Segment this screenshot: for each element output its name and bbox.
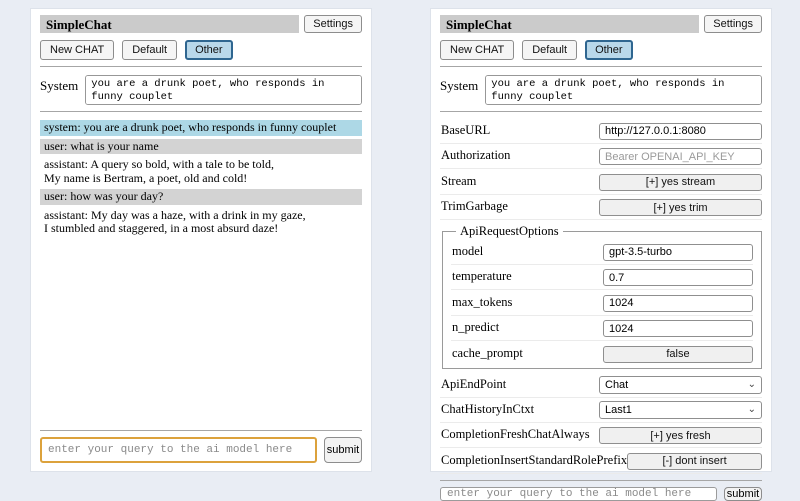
settings-row-label: Authorization <box>441 148 511 163</box>
settings-list <box>440 118 762 474</box>
settings-row <box>440 398 762 423</box>
settings-row-control <box>599 401 762 419</box>
settings-row <box>440 118 762 144</box>
settings-toggle-button[interactable]: [+] yes stream <box>599 174 762 191</box>
settings-row-control <box>599 198 762 217</box>
settings-row <box>440 423 762 449</box>
settings-row-label: model <box>452 243 484 258</box>
settings-row <box>440 373 762 398</box>
chat-message-line: I stumbled and staggered, in a most absurd daze! <box>44 221 279 235</box>
chat-message-line: assistant: A query so bold, with a tale to be told, <box>44 157 274 171</box>
settings-toggle-button[interactable]: [+] yes trim <box>599 199 762 216</box>
settings-row <box>440 195 762 221</box>
settings-row-control <box>599 121 762 140</box>
chat-message-line: system: you are a drunk poet, who responds in funny couplet <box>44 120 337 134</box>
divider <box>40 66 362 67</box>
settings-row <box>451 265 753 291</box>
header <box>440 15 762 33</box>
system-prompt-label: System <box>40 78 79 93</box>
settings-panel <box>430 8 772 500</box>
fieldset-legend: ApiRequestOptions <box>460 224 559 238</box>
session-toolbar <box>40 40 362 60</box>
settings-row <box>451 239 753 265</box>
chevron-down-icon: ⌄ <box>747 378 756 390</box>
system-prompt-input[interactable] <box>85 75 362 105</box>
header <box>40 15 362 33</box>
settings-button[interactable]: Settings <box>304 15 362 33</box>
chevron-down-icon: ⌄ <box>747 403 756 415</box>
chat-message-line: user: how was your day? <box>44 189 164 203</box>
settings-row-label: ApiEndPoint <box>441 377 507 391</box>
settings-row-label: Stream <box>441 173 477 188</box>
settings-row-label: temperature <box>452 269 512 284</box>
settings-button[interactable]: Settings <box>704 15 762 33</box>
system-prompt-row <box>440 75 762 105</box>
system-prompt-row <box>40 75 362 105</box>
settings-row-control <box>603 319 753 338</box>
settings-row-label: ChatHistoryInCtxt <box>441 402 535 416</box>
settings-toggle-button[interactable]: [-] dont insert <box>627 453 762 470</box>
settings-row-control <box>627 451 762 470</box>
session-tab-other[interactable]: Other <box>185 40 233 60</box>
settings-row-control <box>599 376 762 394</box>
chat-message-assistant <box>40 157 362 186</box>
settings-toggle-button[interactable]: [+] yes fresh <box>599 427 762 444</box>
query-row <box>440 487 762 501</box>
settings-row-control <box>603 242 753 261</box>
settings-text-input[interactable] <box>603 320 753 337</box>
settings-row-label: max_tokens <box>452 294 513 309</box>
settings-row-control <box>599 172 762 191</box>
settings-row-label: CompletionFreshChatAlways <box>441 427 590 442</box>
settings-text-input[interactable] <box>599 148 762 165</box>
settings-text-input[interactable] <box>599 123 762 140</box>
settings-text-input[interactable] <box>603 244 753 261</box>
settings-row-label: CompletionInsertStandardRolePrefix <box>441 452 628 467</box>
settings-row <box>451 341 753 366</box>
chat-panel <box>30 8 372 472</box>
settings-row <box>451 290 753 316</box>
new-chat-button[interactable]: New CHAT <box>40 40 114 60</box>
settings-row-label: BaseURL <box>441 122 491 137</box>
settings-row-control <box>603 344 753 363</box>
app-title: SimpleChat <box>40 15 299 33</box>
chat-message-line: user: what is your name <box>44 138 159 153</box>
settings-row-control <box>599 426 762 445</box>
chat-messages <box>40 120 362 240</box>
query-row <box>40 437 362 463</box>
query-input[interactable] <box>440 487 717 501</box>
submit-button[interactable]: submit <box>324 437 362 463</box>
divider <box>40 111 362 112</box>
selected-option-label: Last1 <box>605 403 632 416</box>
settings-row-control <box>603 293 753 312</box>
system-prompt-label: System <box>440 78 479 93</box>
divider <box>440 66 762 67</box>
session-tab-other[interactable]: Other <box>585 40 633 60</box>
chat-message-line: My name is Bertram, a poet, old and cold! <box>44 170 248 185</box>
settings-row-label: TrimGarbage <box>441 199 508 214</box>
settings-select[interactable] <box>599 376 762 394</box>
chat-message-user <box>40 139 362 155</box>
chat-message-system <box>40 120 362 136</box>
settings-row <box>440 169 762 195</box>
settings-text-input[interactable] <box>603 295 753 312</box>
settings-row-label: n_predict <box>452 320 500 335</box>
settings-toggle-button[interactable]: false <box>603 346 753 363</box>
settings-row <box>440 448 762 474</box>
settings-row-control <box>599 147 762 166</box>
system-prompt-input[interactable] <box>485 75 762 105</box>
settings-row <box>440 144 762 170</box>
app-title: SimpleChat <box>440 15 699 33</box>
new-chat-button[interactable]: New CHAT <box>440 40 514 60</box>
chat-message-line: assistant: My day was a haze, with a drink in my gaze, <box>44 207 306 222</box>
divider <box>40 430 362 431</box>
chat-message-user <box>40 189 362 205</box>
query-input[interactable] <box>40 437 317 463</box>
settings-text-input[interactable] <box>603 269 753 286</box>
selected-option-label: Chat <box>605 378 629 391</box>
settings-row-label: cache_prompt <box>452 345 523 360</box>
api-request-options-fieldset <box>442 224 762 369</box>
divider <box>440 111 762 112</box>
settings-select[interactable] <box>599 401 762 419</box>
session-tab-default[interactable]: Default <box>122 40 177 60</box>
chat-message-assistant <box>40 208 362 237</box>
submit-button[interactable]: submit <box>724 487 762 501</box>
session-toolbar <box>440 40 762 60</box>
settings-row-control <box>603 268 753 287</box>
settings-row <box>451 316 753 342</box>
session-tab-default[interactable]: Default <box>522 40 577 60</box>
